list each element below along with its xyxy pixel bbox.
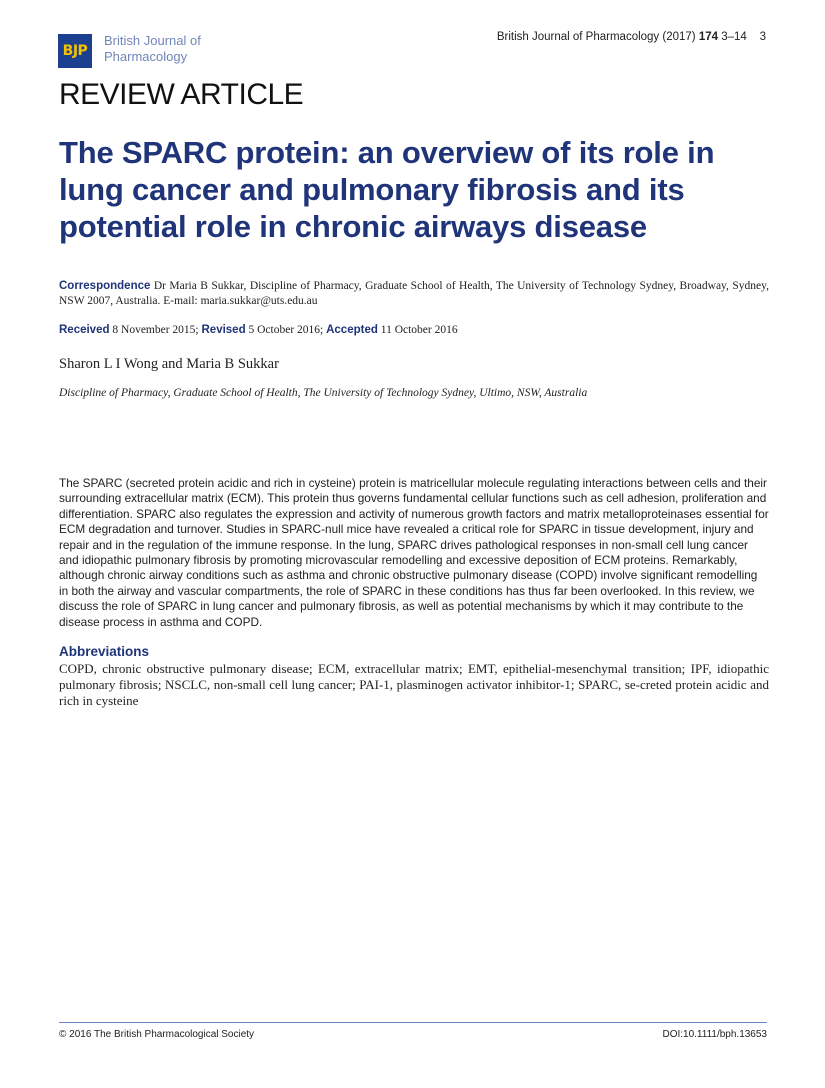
page-number: 3 <box>759 31 766 43</box>
doi: DOI:10.1111/bph.13653 <box>662 1029 767 1040</box>
journal-logo: BJP <box>58 34 92 68</box>
received-label: Received <box>59 324 110 336</box>
correspondence <box>59 279 769 309</box>
journal-name <box>104 33 244 65</box>
journal-name-line2: Pharmacology <box>104 49 188 64</box>
correspondence-text: Dr Maria B Sukkar, Discipline of Pharmacy, Graduate School of Health, The University of Technology Sydney, Broadway, Sydney, NSW 2007, Australia. E-mail: maria.sukkar@uts.edu.au <box>59 280 769 307</box>
received-date: 8 November 2015; <box>112 324 199 336</box>
affiliation: Discipline of Pharmacy, Graduate School of Health, The University of Technology Sydney, Ultimo, NSW, Australia <box>59 387 588 399</box>
article-type: REVIEW ARTICLE <box>59 78 304 111</box>
copyright: © 2016 The British Pharmacological Society <box>59 1029 255 1040</box>
abbreviations-text: COPD, chronic obstructive pulmonary disease; ECM, extracellular matrix; EMT, epithelial-mesenchymal transition; IPF, idiopathic pulmonary fibrosis; NSCLC, non-small cell lung cancer; PAI-1, plasminogen activator inhibitor-1; SPARC, se-creted protein acidic and rich in cysteine <box>59 661 769 708</box>
article-dates <box>59 323 769 338</box>
citation-prefix: British Journal of Pharmacology (2017) <box>496 31 696 43</box>
abstract: The SPARC (secreted protein acidic and rich in cysteine) protein is matricellular molecule regulating interactions between cells and their surrounding extracellular matrix (ECM). This protein thus governs fundamental cellular functions such as cell adhesion, proliferation and differentiation. SPARC also regulates the expression and activity of numerous growth factors and matrix metalloproteinases essential for ECM degradation and turnover. Studies in SPARC-null mice have revealed a critical role for SPARC in tissue development, injury and repair and in the regulation of the immune response. In the lung, SPARC drives pathological responses in non-small cell lung cancer and idiopathic pulmonary fibrosis by promoting microvascular remodelling and excessive deposition of ECM proteins. Remarkably, although chronic airway conditions such as asthma and chronic obstructive pulmonary disease (COPD) involve significant remodelling in both the airway and vascular compartments, the role of SPARC in these conditions has thus far been overlooked. In this review, we discuss the role of SPARC in lung cancer and pulmonary fibrosis, as well as potential mechanisms by which it may contribute to the disease process in asthma and COPD. <box>59 476 769 629</box>
citation-volume: 174 <box>698 31 719 43</box>
revised-label: Revised <box>201 324 246 336</box>
accepted-label: Accepted <box>326 324 378 336</box>
citation-pages: 3–14 <box>721 31 747 43</box>
abbreviations-heading: Abbreviations <box>59 644 150 659</box>
footer-divider <box>59 1022 767 1023</box>
article-title: The SPARC protein: an overview of its role in lung cancer and pulmonary fibrosis and its potential role in chronic airways disease <box>59 135 715 244</box>
citation <box>470 31 766 43</box>
revised-date: 5 October 2016; <box>248 324 324 336</box>
authors: Sharon L I Wong and Maria B Sukkar <box>59 356 279 372</box>
accepted-date: 11 October 2016 <box>380 324 458 336</box>
journal-name-line1: British Journal of <box>104 33 201 48</box>
correspondence-label: Correspondence <box>59 280 151 292</box>
